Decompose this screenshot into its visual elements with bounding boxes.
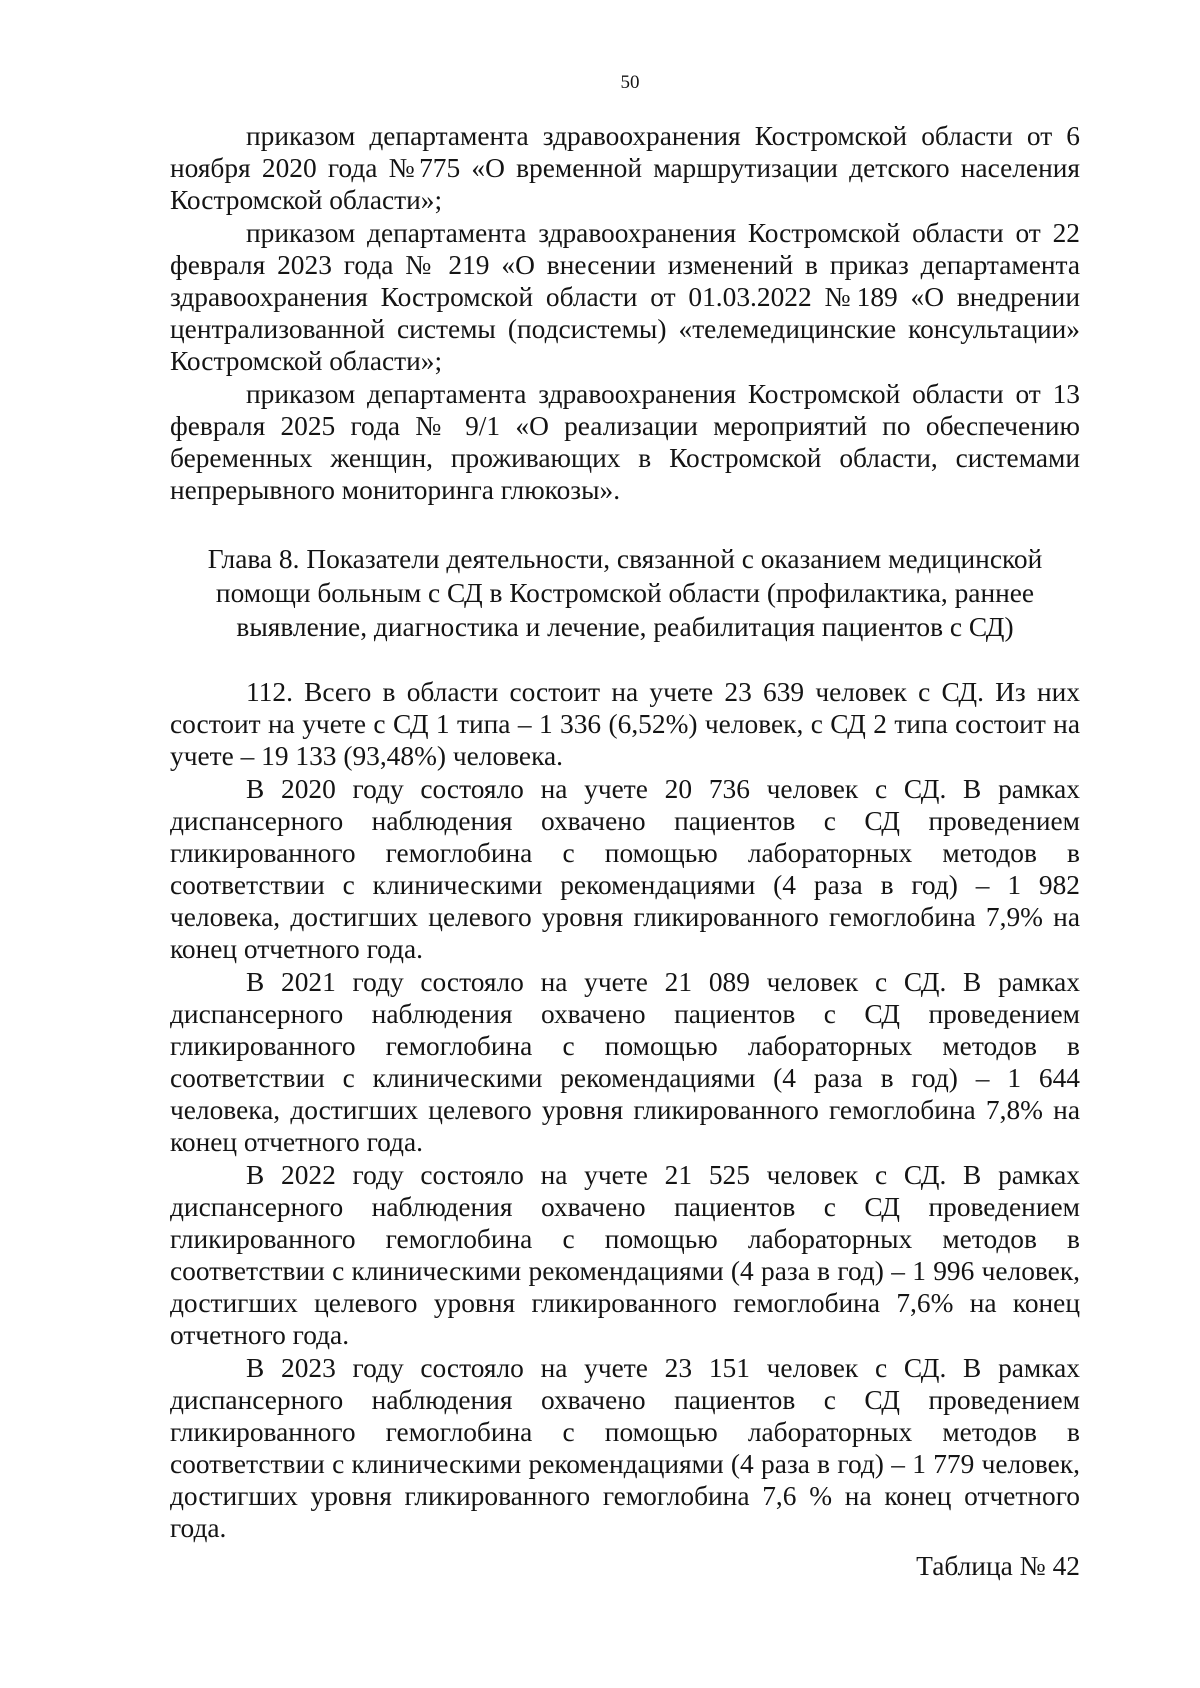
table-label: Таблица № 42 [916,1551,1080,1581]
order-paragraph: приказом департамента здравоохранения Костромской области от 13 февраля 2025 года № 9/1 «О реализации мероприятий по обеспечению беременных женщин, проживающих в Костромской области, системами непрерывного мониторинга глюкозы». [170,379,1080,505]
body-paragraph: 112. Всего в области состоит на учете 23 639 человек с СД. Из них состоит на учете с СД 1 типа – 1 336 (6,52%) человек, с СД 2 типа состоит на учете – 19 133 (93,48%) человека. [170,677,1080,771]
body-paragraph: В 2023 году состояло на учете 23 151 человек с СД. В рамках диспансерного наблюдения охвачено пациентов с СД проведением гликированного гемоглобина с помощью лабораторных методов в соответствии с клиническими рекомендациями (4 раза в год) – 1 779 человек, достигших уровня гликированного гемоглобина 7,6 % на конец отчетного года. [170,1353,1080,1543]
body-paragraph: В 2021 году состояло на учете 21 089 человек с СД. В рамках диспансерного наблюдения охвачено пациентов с СД проведением гликированного гемоглобина с помощью лабораторных методов в соответствии с клиническими рекомендациями (4 раза в год) – 1 644 человека, достигших целевого уровня гликированного гемоглобина 7,8% на конец отчетного года. [170,967,1080,1157]
page-number: 50 [620,72,640,93]
order-paragraph: приказом департамента здравоохранения Костромской области от 6 ноября 2020 года №775 «О временной маршрутизации детского населения Костромской области»; [170,121,1080,215]
body-paragraph: В 2020 году состояло на учете 20 736 человек с СД. В рамках диспансерного наблюдения охвачено пациентов с СД проведением гликированного гемоглобина с помощью лабораторных методов в соответствии с клиническими рекомендациями (4 раза в год) – 1 982 человека, достигших целевого уровня гликированного гемоглобина 7,9% на конец отчетного года. [170,774,1080,964]
document-body [170,120,1080,1582]
chapter-heading: Глава 8. Показатели деятельности, связанной с оказанием медицинской помощи больным с СД в Костромской области (профилактика, раннее выявление, диагностика и лечение, реабилитация пациентов с СД) [207,544,1043,642]
body-paragraph: В 2022 году состояло на учете 21 525 человек с СД. В рамках диспансерного наблюдения охвачено пациентов с СД проведением гликированного гемоглобина с помощью лабораторных методов в соответствии с клиническими рекомендациями (4 раза в год) – 1 996 человек, достигших целевого уровня гликированного гемоглобина 7,6% на конец отчетного года. [170,1160,1080,1350]
order-paragraph: приказом департамента здравоохранения Костромской области от 22 февраля 2023 года № 219 «О внесении изменений в приказ департамента здравоохранения Костромской области от 01.03.2022 №189 «О внедрении централизованной системы (подсистемы) «телемедицинские консультации» Костромской области»; [170,218,1080,376]
